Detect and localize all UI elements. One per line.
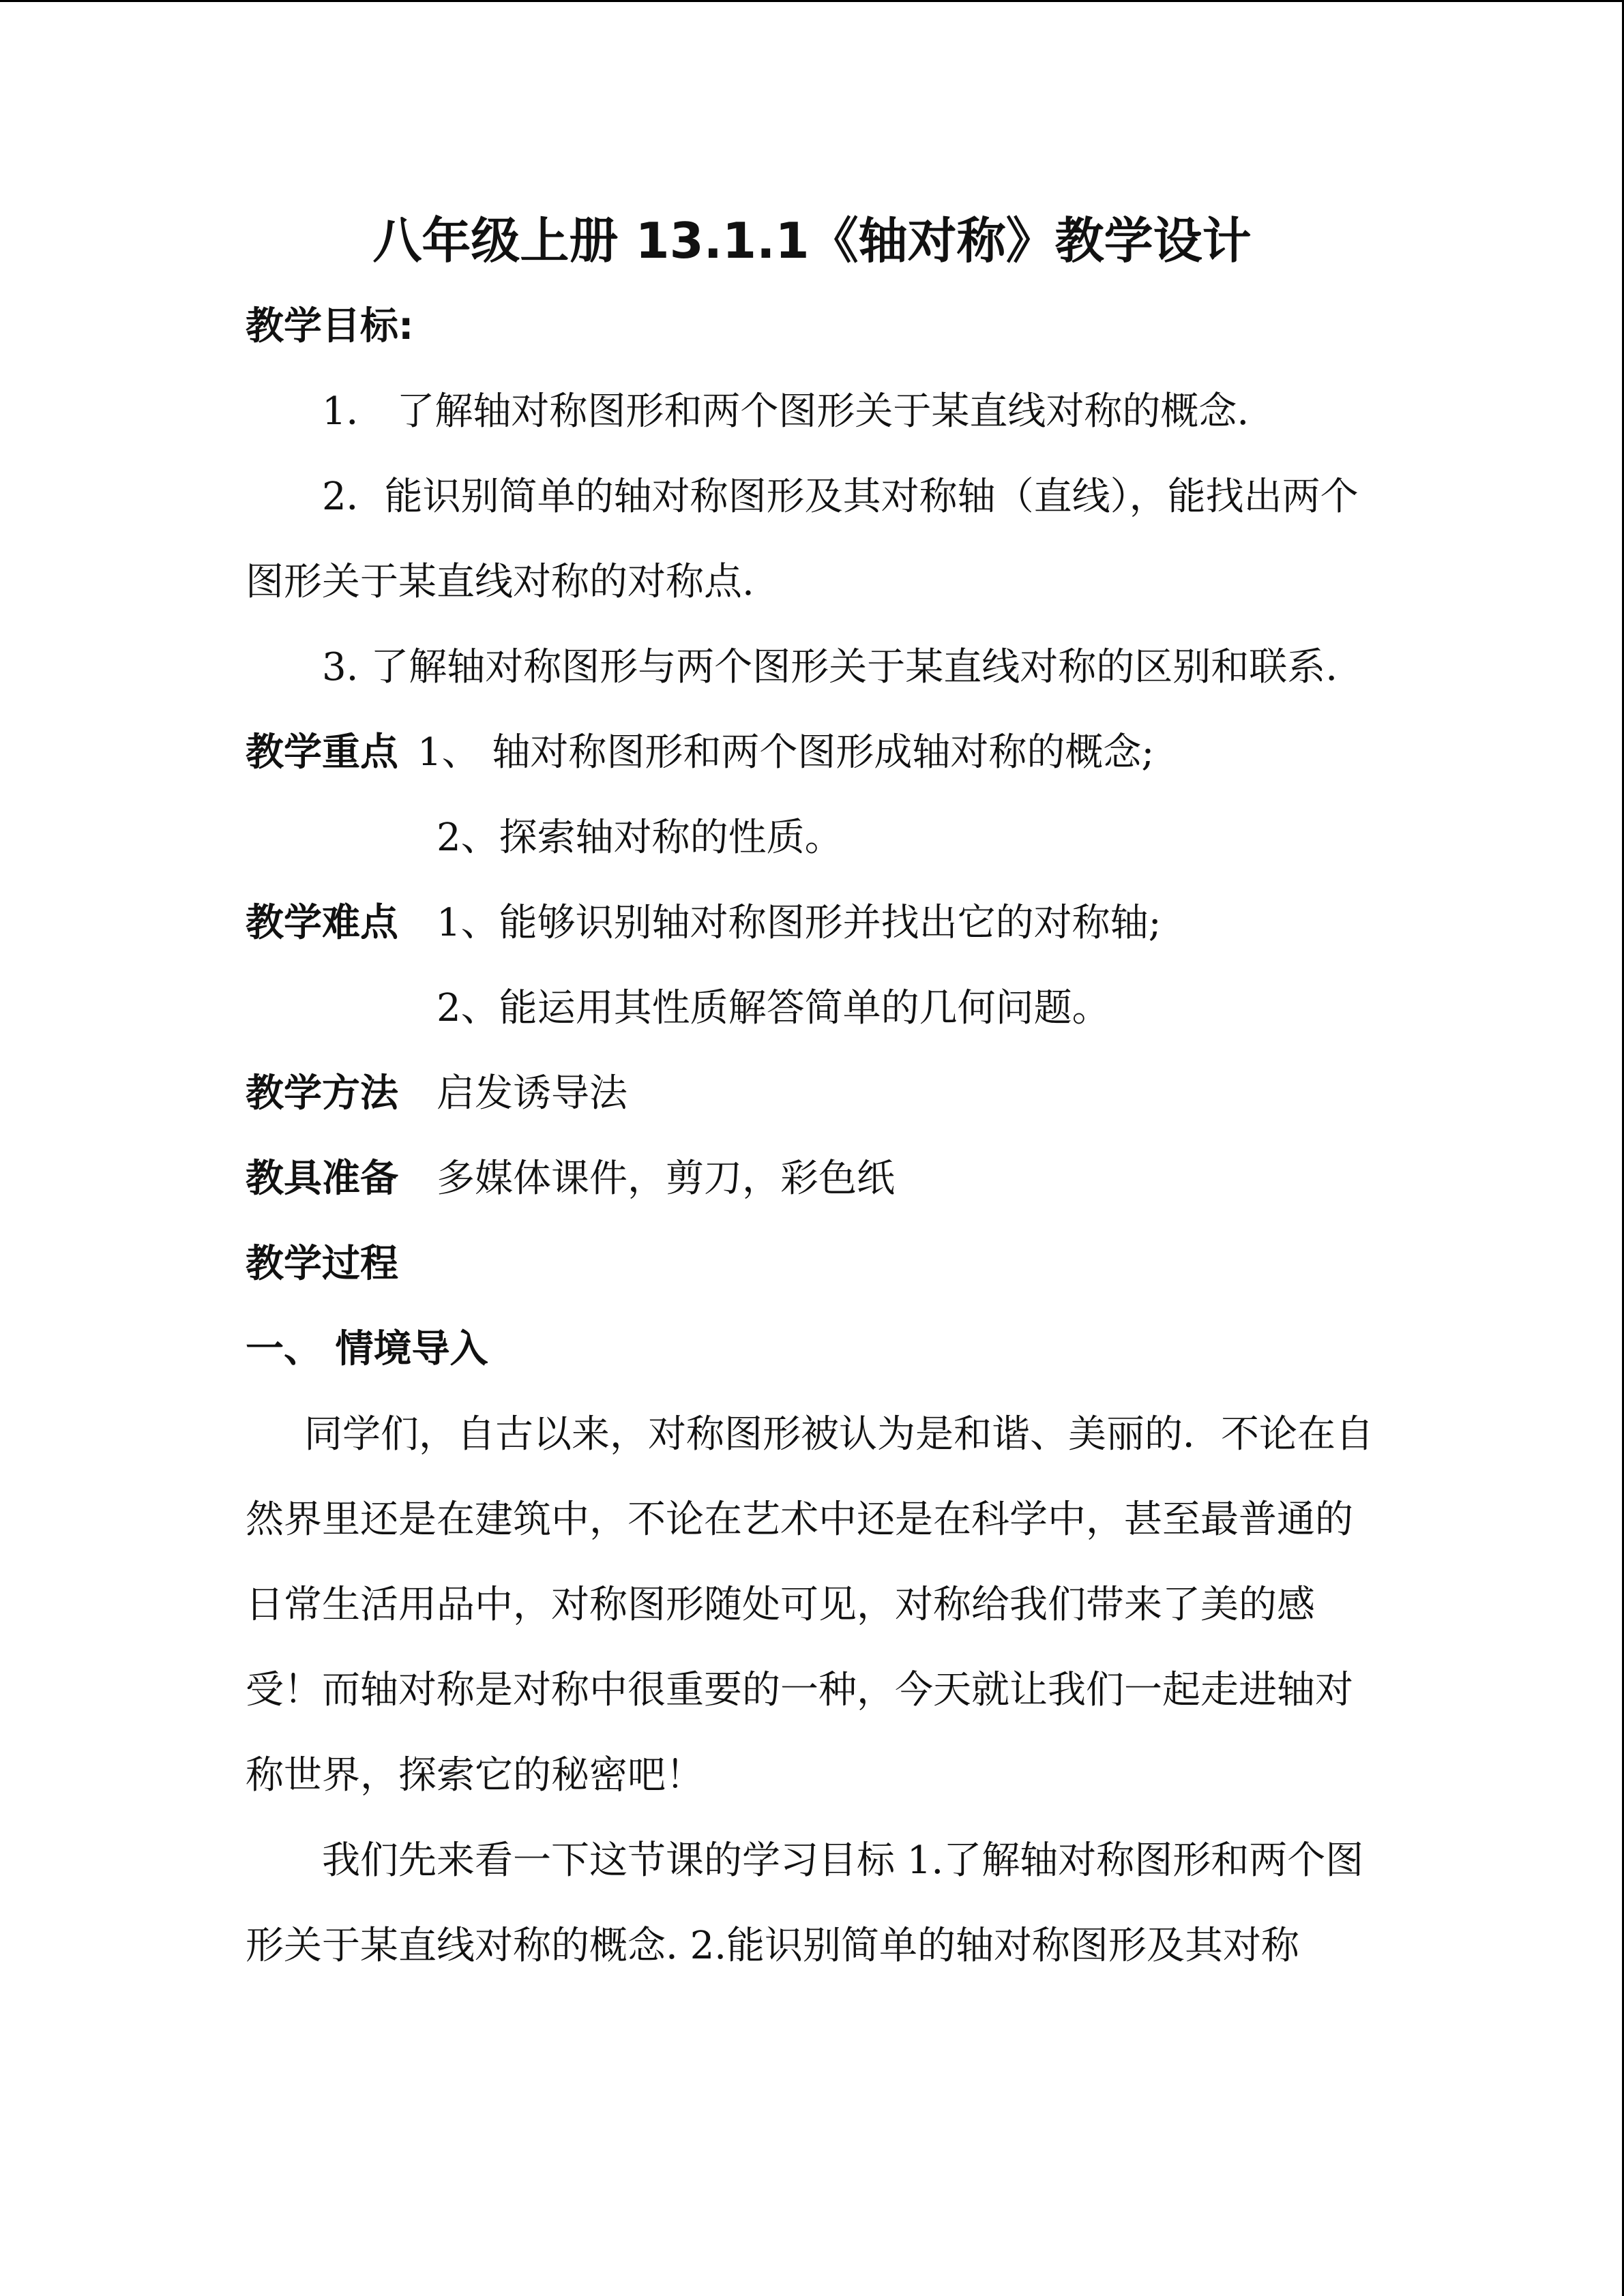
difficulty-1: 1、能够识别轴对称图形并找出它的对称轴; — [437, 901, 1162, 945]
paragraph-line-1: 同学们，自古以来，对称图形被认为是和谐、美丽的．不论在自 — [304, 1412, 1374, 1457]
paragraph-line-6: 我们先来看一下这节课的学习目标 1.了解轴对称图形和两个图 — [322, 1838, 1364, 1883]
tools-label: 教具准备 — [246, 1157, 398, 1201]
method-label: 教学方法 — [246, 1071, 398, 1116]
page-title: 八年级上册 13.1.1《轴对称》教学设计 — [372, 212, 1252, 269]
objective-line-4: 3. 了解轴对称图形与两个图形关于某直线对称的区别和联系. — [322, 645, 1338, 689]
difficulty-2: 2、能运用其性质解答简单的几何问题。 — [437, 986, 1110, 1030]
paragraph-line-4: 受！而轴对称是对称中很重要的一种，今天就让我们一起走进轴对 — [246, 1668, 1353, 1712]
objective-line-2: 2．能识别简单的轴对称图形及其对称轴（直线），能找出两个 — [322, 475, 1359, 519]
section1-heading: 一、 情境导入 — [246, 1327, 488, 1371]
objectives-heading: 教学目标: — [246, 304, 414, 348]
objective-line-3: 图形关于某直线对称的对称点. — [246, 560, 754, 604]
paragraph-line-7: 形关于某直线对称的概念. 2.能识别简单的轴对称图形及其对称 — [246, 1924, 1300, 1968]
paragraph-line-2: 然界里还是在建筑中，不论在艺术中还是在科学中，甚至最普通的 — [246, 1497, 1353, 1542]
paragraph-line-3: 日常生活用品中，对称图形随处可见，对称给我们带来了美的感 — [246, 1583, 1315, 1627]
key-point-1: 1、 轴对称图形和两个图形成轴对称的概念; — [417, 730, 1155, 775]
method-value: 启发诱导法 — [437, 1071, 628, 1116]
difficulties-label: 教学难点 — [246, 901, 398, 945]
key-points-label: 教学重点 — [246, 730, 398, 775]
key-point-2: 2、探索轴对称的性质。 — [437, 816, 843, 860]
process-heading: 教学过程 — [246, 1242, 398, 1286]
objective-line-1: 1． 了解轴对称图形和两个图形关于某直线对称的概念. — [322, 389, 1250, 434]
paragraph-line-5: 称世界，探索它的秘密吧！ — [246, 1753, 704, 1798]
tools-value: 多媒体课件，剪刀，彩色纸 — [437, 1157, 895, 1201]
